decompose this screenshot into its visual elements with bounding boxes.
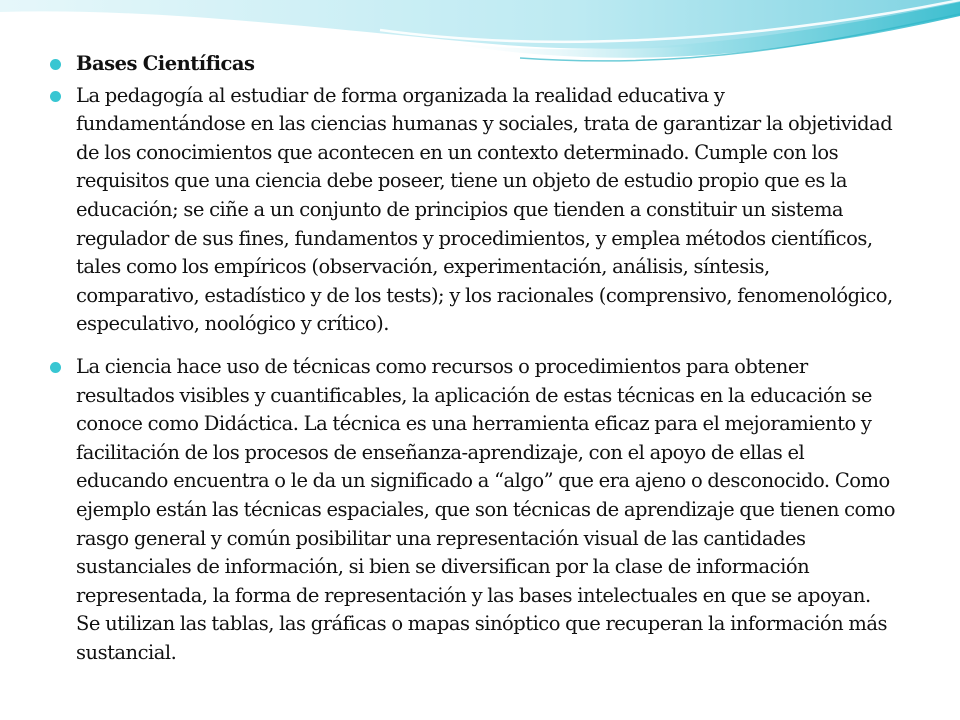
bullet-dot-icon (50, 362, 61, 373)
bullet-title (48, 50, 898, 79)
paragraph-text: La ciencia hace uso de técnicas como recursos o procedimientos para obtener resultados visibles y cuantificables, la aplicación de estas técnicas en la educación se conoce como Didáctica. La técnica es una herramienta eficaz para el mejoramiento y facilitación de los procesos de enseñanza-aprendizaje, con el apoyo de ellas el educando encuentra o le da un significado a “algo” que era ajeno o desconocido. Como ejemplo están las técnicas espaciales, que son técnicas de aprendizaje que tienen como rasgo general y común posibilitar una representación visual de las cantidades sustanciales de información, si bien se diversifican por la clase de información representada, la forma de representación y las bases intelectuales en que se apoyan. Se utilizan las tablas, las gráficas o mapas sinóptico que recuperan la información más sustancial. (76, 354, 895, 664)
bullet-paragraph-1 (48, 82, 898, 339)
slide-title: Bases Científicas (76, 52, 255, 75)
bullet-paragraph-2 (48, 353, 898, 668)
bullet-dot-icon (50, 91, 61, 102)
bullet-dot-icon (50, 59, 61, 70)
paragraph-text: La pedagogía al estudiar de forma organizada la realidad educativa y fundamentándose en las ciencias humanas y sociales, trata de garantizar la objetividad de los conocimientos que acontecen en un contexto determinado. Cumple con los requisitos que una ciencia debe poseer, tiene un objeto de estudio propio que es la educación; se ciñe a un conjunto de principios que tienden a constituir un sistema regulador de sus fines, fundamentos y procedimientos, y emplea métodos científicos, tales como los empíricos (observación, experimentación, análisis, síntesis, comparativo, estadístico y de los tests); y los racionales (comprensivo, fenomenológico, especulativo, noológico y crítico). (76, 83, 893, 336)
slide-content (48, 50, 898, 667)
